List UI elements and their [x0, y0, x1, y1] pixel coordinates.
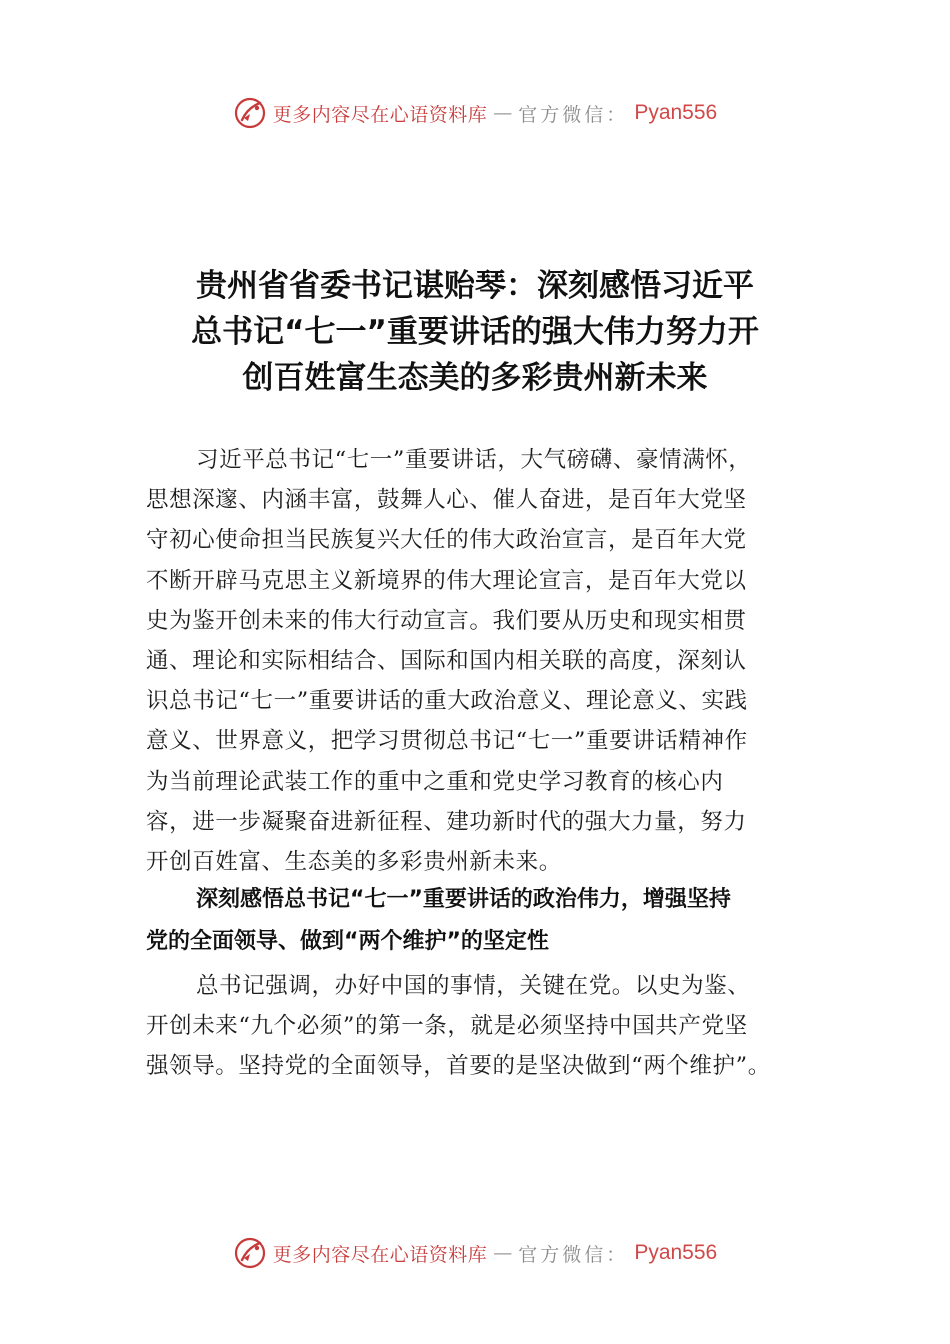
- paragraph-line: 开创未来“九个必须”的第一条，就是必须坚持中国共产党坚: [146, 1013, 748, 1040]
- brush-logo-icon: [233, 96, 267, 130]
- body-paragraph-2: [146, 966, 808, 1087]
- paragraph-line: 开创百姓富、生态美的多彩贵州新未来。: [146, 849, 562, 876]
- heading-line: 深刻感悟总书记“七一”重要讲话的政治伟力，增强坚持: [196, 887, 731, 912]
- document-title: [140, 263, 810, 401]
- brush-logo-icon: [233, 1236, 267, 1270]
- heading-line: 党的全面领导、做到“两个维护”的坚定性: [146, 929, 549, 954]
- paragraph-line: 通、理论和实际相结合、国际和国内相关联的高度，深刻认: [146, 648, 747, 675]
- watermark-wechat-label: 官方微信：: [518, 1243, 629, 1266]
- paragraph-line: 史为鉴开创未来的伟大行动宣言。我们要从历史和现实相贯: [146, 607, 747, 634]
- watermark-library-text: 更多内容尽在心语资料库: [272, 103, 488, 126]
- title-line: 总书记“七一”重要讲话的强大伟力努力开: [191, 314, 759, 350]
- paragraph-line: 强领导。坚持党的全面领导，首要的是坚决做到“两个维护”。: [146, 1053, 771, 1080]
- paragraph-line: 思想深邃、内涵丰富，鼓舞人心、催人奋进，是百年大党坚: [146, 487, 747, 514]
- paragraph-line: 守初心使命担当民族复兴大任的伟大政治宣言，是百年大党: [146, 527, 747, 554]
- watermark-wechat-id: Pyan556: [634, 101, 718, 124]
- paragraph-line: 识总书记“七一”重要讲话的重大政治意义、理论意义、实践: [146, 688, 748, 715]
- section-heading: [146, 879, 808, 963]
- title-line: 创百姓富生态美的多彩贵州新未来: [242, 360, 708, 396]
- paragraph-line: 容，进一步凝聚奋进新征程、建功新时代的强大力量，努力: [146, 808, 747, 835]
- paragraph-line: 总书记强调，办好中国的事情，关键在党。以史为鉴、: [196, 973, 751, 999]
- watermark-separator: —: [493, 1242, 513, 1264]
- paragraph-line: 意义、世界意义，把学习贯彻总书记“七一”重要讲话精神作: [146, 728, 748, 755]
- watermark-library-text: 更多内容尽在心语资料库: [272, 1243, 488, 1266]
- footer-watermark: [0, 1233, 950, 1273]
- paragraph-line: 习近平总书记“七一”重要讲话，大气磅礴、豪情满怀，: [196, 447, 752, 473]
- paragraph-line: 为当前理论武装工作的重中之重和党史学习教育的核心内: [146, 768, 724, 795]
- watermark-separator: —: [493, 102, 513, 124]
- watermark-wechat-label: 官方微信：: [518, 103, 629, 126]
- header-watermark: [0, 93, 950, 133]
- body-paragraph-1: [146, 440, 808, 882]
- paragraph-line: 不断开辟马克思主义新境界的伟大理论宣言，是百年大党以: [146, 567, 747, 594]
- watermark-wechat-id: Pyan556: [634, 1241, 718, 1264]
- title-line: 贵州省省委书记谌贻琴：深刻感悟习近平: [196, 268, 754, 304]
